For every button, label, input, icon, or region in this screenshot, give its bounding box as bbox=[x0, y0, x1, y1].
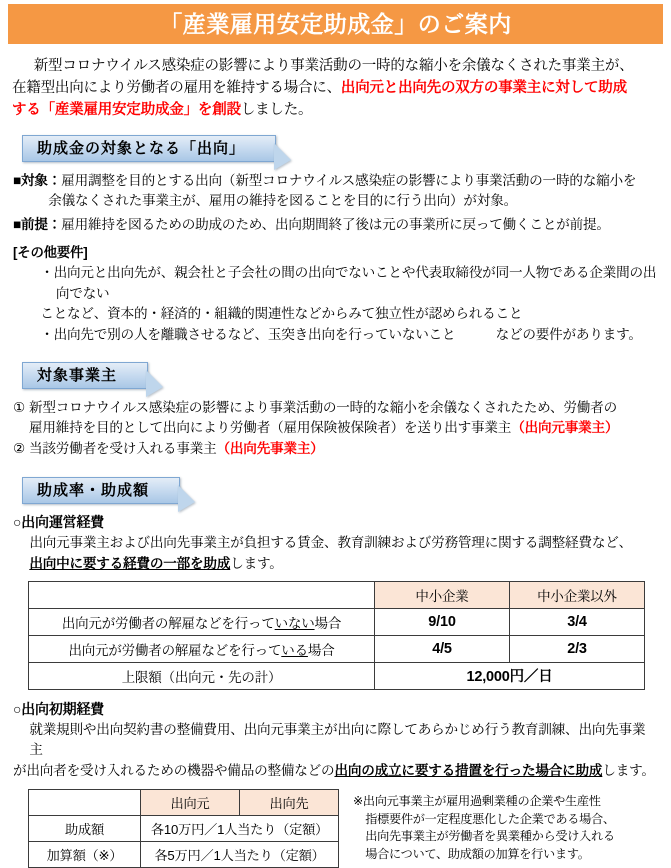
initial-cost-heading: ○出向初期経費 bbox=[13, 700, 105, 717]
table-row bbox=[29, 608, 645, 635]
initial-cost-block bbox=[13, 699, 658, 781]
table-header-row bbox=[29, 790, 339, 816]
square-bullet-icon: ■ bbox=[13, 173, 22, 189]
target-item-zentei-body bbox=[21, 215, 658, 235]
other-requirements-heading: [その他要件] bbox=[13, 245, 88, 261]
section-heading-subsidy-rate-label: 助成率・助成額 bbox=[37, 482, 150, 500]
intro-paragraph bbox=[12, 55, 658, 121]
row-label-additional-amount: 加算額（※） bbox=[29, 842, 141, 868]
eligible-employer-item-2-plain: 当該労働者を受け入れる事業主 bbox=[29, 440, 217, 456]
initial-cost-desc-emphasis: 出向の成立に要する措置を行った場合に助成 bbox=[334, 762, 603, 778]
row-label-with-dismissal-post: 場合 bbox=[307, 642, 335, 658]
section-heading-subsidy-rate-wrap bbox=[0, 477, 671, 504]
section-heading-eligible-employers bbox=[22, 362, 148, 389]
table-header-row bbox=[29, 581, 645, 608]
table-row bbox=[29, 842, 339, 868]
side-note-line-2: 指標要件が一定程度悪化した企業である場合、 bbox=[365, 811, 615, 826]
eligible-employer-item-2-accent: （出向先事業主） bbox=[216, 440, 324, 456]
column-header-sme: 中小企業 bbox=[375, 581, 510, 608]
eligible-employer-item-1-line2 bbox=[29, 418, 658, 438]
target-shukko-body bbox=[13, 171, 658, 345]
section-heading-target-shukko-wrap bbox=[0, 135, 671, 162]
other-requirement-2 bbox=[13, 325, 658, 345]
row-label-cap: 上限額（出向元・先の計） bbox=[29, 662, 375, 689]
other-requirement-1 bbox=[13, 263, 658, 324]
subsidy-rate-table bbox=[28, 581, 645, 690]
intro-line-3-accent: する「産業雇用安定助成金」を創設 bbox=[12, 102, 241, 119]
target-item-taisho-label: 対象： bbox=[21, 173, 62, 189]
initial-cost-desc-tail: します。 bbox=[602, 762, 655, 778]
eligible-employers-body bbox=[13, 398, 658, 459]
list-number-2: ② bbox=[13, 440, 25, 456]
column-header-sender: 出向元 bbox=[141, 790, 240, 816]
intro-line-2 bbox=[12, 77, 658, 99]
row-label-no-dismissal bbox=[29, 608, 375, 635]
square-bullet-icon: ■ bbox=[13, 216, 22, 232]
initial-cost-bottom-area bbox=[0, 789, 671, 868]
side-note-line-3: 出向先事業主が労働者を異業種から受け入れる bbox=[365, 829, 615, 844]
ribbon-fold-icon bbox=[146, 370, 163, 397]
initial-cost-table bbox=[28, 789, 339, 868]
eligible-employer-item-2-body bbox=[25, 439, 658, 459]
row-label-with-dismissal-pre: 出向元が労働者の解雇などを行って bbox=[68, 642, 282, 658]
operating-cost-block bbox=[13, 512, 658, 574]
operating-cost-desc-tail: します。 bbox=[230, 555, 283, 571]
other-requirement-1-line2: ことなど、資本的・経済的・組織的関連性などからみて独立性が認められること bbox=[40, 306, 523, 322]
section-heading-eligible-employers-label: 対象事業主 bbox=[37, 366, 118, 384]
cell-large-no-dismissal: 3/4 bbox=[510, 608, 645, 635]
eligible-employer-item-1-line1: 新型コロナウイルス感染症の影響により事業活動の一時的な縮小を余儀なくされたため、労働者の bbox=[29, 399, 617, 415]
cell-grant-amount-value: 各10万円／1人当たり（定額） bbox=[141, 816, 339, 842]
target-item-taisho-line1: 雇用調整を目的とする出向（新型コロナウイルス感染症の影響により事業活動の一時的な縮小を bbox=[61, 173, 637, 189]
operating-cost-desc-line1: 出向元事業主および出向先事業主が負担する賃金、教育訓練および労務管理に関する調整経費など、 bbox=[29, 535, 633, 551]
section-heading-target-shukko-label: 助成金の対象となる「出向」 bbox=[37, 140, 246, 158]
intro-line-3 bbox=[12, 99, 658, 121]
target-item-taisho bbox=[13, 171, 658, 212]
table-row bbox=[29, 635, 645, 662]
eligible-employer-item-1-accent: （出向元事業主） bbox=[511, 420, 619, 436]
intro-line-2-plain: 在籍型出向により労働者の雇用を維持する場合に、 bbox=[12, 80, 341, 97]
initial-cost-desc-plain: が出向者を受け入れるための機器や備品の整備などの bbox=[13, 762, 335, 778]
target-item-zentei bbox=[13, 215, 658, 235]
list-number-1: ① bbox=[13, 399, 25, 415]
other-requirement-2-line1: ・出向先で別の人を離職させるなど、玉突き出向を行っていないこと などの要件があります。 bbox=[40, 326, 642, 342]
row-label-with-dismissal bbox=[29, 635, 375, 662]
page-title: 「産業雇用安定助成金」のご案内 bbox=[159, 10, 512, 37]
row-label-no-dismissal-pre: 出向元が労働者の解雇などを行って bbox=[61, 615, 275, 631]
column-header-large: 中小企業以外 bbox=[510, 581, 645, 608]
intro-line-2-accent: 出向元と出向先の双方の事業主に対して助成 bbox=[340, 80, 627, 97]
side-note bbox=[353, 789, 615, 864]
target-item-zentei-line1: 雇用維持を図るための助成のため、出向期間終了後は元の事業所に戻って働くことが前提。 bbox=[61, 216, 610, 232]
section-heading-subsidy-rate bbox=[22, 477, 180, 504]
target-item-taisho-body bbox=[21, 171, 658, 212]
side-note-line-4: 場合について、助成額の加算を行います。 bbox=[365, 847, 590, 862]
page-title-banner bbox=[8, 4, 663, 44]
intro-line-3-plain: しました。 bbox=[240, 102, 313, 119]
row-label-with-dismissal-underlined: いる bbox=[281, 642, 308, 658]
section-heading-target-shukko bbox=[22, 135, 276, 162]
cell-large-with-dismissal: 2/3 bbox=[510, 635, 645, 662]
initial-cost-desc-line2 bbox=[13, 761, 658, 781]
row-label-grant-amount: 助成額 bbox=[29, 816, 141, 842]
eligible-employer-item-1-line2-plain: 雇用維持を目的として出向により労働者（雇用保険被保険者）を送り出す事業主 bbox=[29, 420, 512, 436]
ribbon-fold-icon bbox=[178, 485, 195, 512]
eligible-employer-item-2 bbox=[13, 439, 658, 459]
side-note-line-1: ※出向元事業主が雇用過剰業種の企業や生産性 bbox=[353, 794, 601, 809]
section-heading-eligible-employers-wrap bbox=[0, 362, 671, 389]
target-item-taisho-line2: 余儀なくされた事業主が、雇用の維持を図ることを目的に行う出向）が対象。 bbox=[48, 193, 517, 209]
other-requirement-1-line1: ・出向元と出向先が、親会社と子会社の間の出向でないことや代表取締役が同一人物である企業間の出向でない bbox=[40, 265, 657, 301]
table-corner-cell bbox=[29, 790, 141, 816]
cell-sme-no-dismissal: 9/10 bbox=[375, 608, 510, 635]
table-corner-cell bbox=[29, 581, 375, 608]
cell-cap-value: 12,000円／日 bbox=[375, 662, 645, 689]
intro-line-1: 新型コロナウイルス感染症の影響により事業活動の一時的な縮小を余儀なくされた事業主が、 bbox=[33, 58, 634, 74]
operating-cost-heading: ○出向運営経費 bbox=[13, 514, 105, 531]
initial-cost-desc-line1: 就業規則や出向契約書の整備費用、出向元事業主が出向に際してあらかじめ行う教育訓練、出向先事業主 bbox=[29, 721, 646, 758]
cell-additional-amount-value: 各5万円／1人当たり（定額） bbox=[141, 842, 339, 868]
operating-cost-desc-line2 bbox=[13, 554, 658, 574]
row-label-no-dismissal-underlined: いない bbox=[274, 615, 315, 631]
target-item-zentei-label: 前提： bbox=[21, 216, 62, 232]
ribbon-fold-icon bbox=[274, 143, 291, 170]
table-row bbox=[29, 816, 339, 842]
column-header-receiver: 出向先 bbox=[240, 790, 339, 816]
eligible-employer-item-1 bbox=[13, 398, 658, 439]
table-row bbox=[29, 662, 645, 689]
cell-sme-with-dismissal: 4/5 bbox=[375, 635, 510, 662]
row-label-no-dismissal-post: 場合 bbox=[314, 615, 342, 631]
eligible-employer-item-1-body bbox=[25, 398, 658, 439]
operating-cost-desc-emphasis: 出向中に要する経費の一部を助成 bbox=[29, 555, 231, 571]
